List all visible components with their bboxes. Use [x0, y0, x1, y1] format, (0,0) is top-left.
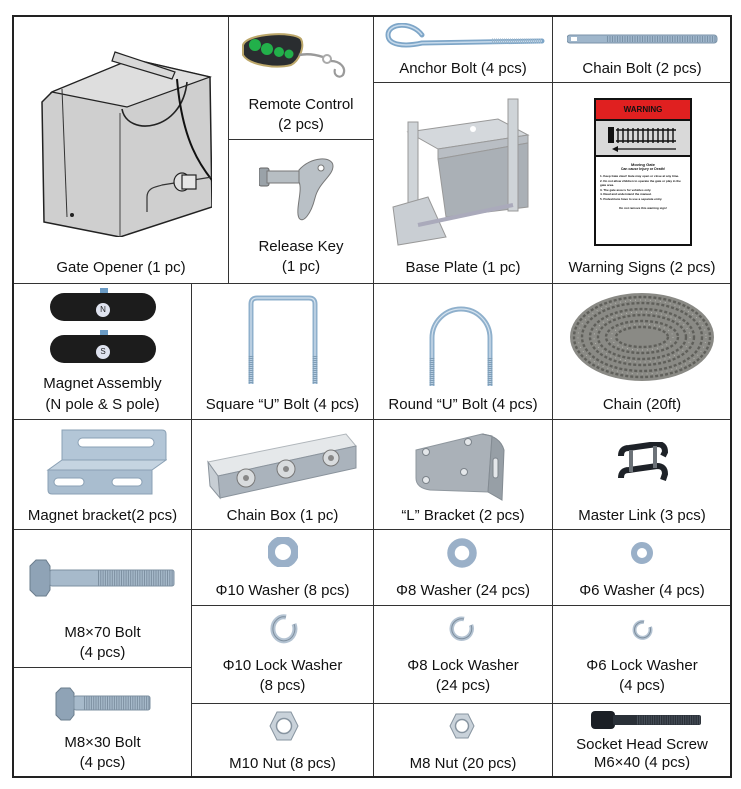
part-label: Square “U” Bolt (4 pcs) — [205, 396, 360, 413]
part-label-line1: Φ6 Lock Washer — [586, 657, 698, 674]
part-label-line1: Φ8 Lock Washer — [407, 657, 519, 674]
washer-icon — [268, 537, 298, 567]
cell-m8x30-bolt — [13, 667, 192, 778]
master-link-icon — [617, 442, 669, 487]
cell-remote-control — [228, 16, 374, 140]
socket-head-screw-icon — [589, 710, 704, 730]
part-label: Round “U” Bolt (4 pcs) — [388, 396, 538, 413]
cell-m8-nut — [373, 703, 553, 778]
south-pole-badge: S — [100, 347, 106, 356]
warning-rule: 5. Pedestrians have to use a separate entry. — [600, 196, 663, 201]
part-label-line1: Socket Head Screw — [576, 736, 708, 753]
cell-phi10-lock-washer — [191, 605, 374, 704]
part-label: “L” Bracket (2 pcs) — [401, 507, 525, 524]
warning-title: Moving Gate — [630, 162, 655, 167]
part-label: Chain Bolt (2 pcs) — [582, 60, 702, 77]
part-label: Warning Signs (2 pcs) — [568, 259, 716, 276]
part-label-line1: M8×30 Bolt — [64, 734, 141, 751]
square-u-bolt-icon — [245, 294, 325, 384]
part-label-line2: (4 pcs) — [79, 644, 126, 661]
gate-opener-icon — [32, 37, 212, 237]
cell-phi6-lock-washer — [552, 605, 732, 704]
part-label: Chain (20ft) — [602, 396, 682, 413]
chain-box-icon — [206, 432, 361, 502]
warning-rule: 1. Keep Gate clear! Gate may open or close at any time. — [600, 174, 680, 178]
part-label-line1: Release Key — [258, 238, 344, 255]
remote-control-icon — [239, 25, 359, 85]
magnet-bracket-icon — [42, 428, 167, 498]
cell-phi8-lock-washer — [373, 605, 553, 704]
gate-pictogram — [596, 121, 690, 157]
cell-base-plate — [373, 82, 553, 284]
cell-chain — [552, 283, 732, 420]
hex-bolt-long-icon — [28, 558, 178, 598]
anchor-bolt-icon — [382, 23, 547, 53]
part-label: Base Plate (1 pc) — [405, 259, 521, 276]
magnet-assembly-icon — [48, 288, 158, 368]
warning-rules — [596, 172, 690, 201]
cell-square-u-bolt — [191, 283, 374, 420]
warning-footer: Do not remove this warning sign! — [619, 206, 667, 210]
cell-socket-head-screw — [552, 703, 732, 778]
warning-header: WARNING — [596, 100, 690, 121]
warning-rule: 3. The gate area is for vehicles only. — [600, 187, 652, 192]
lock-washer-icon — [449, 616, 475, 642]
part-label-line2: (8 pcs) — [259, 677, 306, 694]
cell-magnet-assembly — [13, 283, 192, 420]
warning-sign-icon — [594, 98, 692, 246]
washer-icon — [447, 538, 477, 568]
part-label-line1: Magnet Assembly — [43, 375, 162, 392]
chain-icon — [567, 290, 717, 385]
l-bracket-icon — [412, 430, 522, 505]
cell-chain-box — [191, 419, 374, 530]
part-label: Anchor Bolt (4 pcs) — [399, 60, 527, 77]
hex-bolt-short-icon — [54, 686, 154, 722]
part-label: Φ10 Washer (8 pcs) — [215, 582, 350, 599]
cell-round-u-bolt — [373, 283, 553, 420]
part-label-line1: M8×70 Bolt — [64, 624, 141, 641]
part-label-line2: (2 pcs) — [278, 116, 324, 133]
warning-rule: 4. Read and understand the manual. — [600, 192, 652, 196]
part-label: Magnet bracket(2 pcs) — [27, 507, 178, 524]
part-label: Master Link (3 pcs) — [578, 507, 706, 524]
part-label: Φ6 Washer (4 pcs) — [579, 582, 705, 599]
cell-chain-bolt — [552, 16, 732, 83]
cell-phi8-washer — [373, 529, 553, 606]
lock-washer-icon — [631, 619, 653, 641]
part-label: Φ8 Washer (24 pcs) — [396, 582, 530, 599]
part-label: M8 Nut (20 pcs) — [409, 755, 517, 772]
washer-icon — [630, 541, 654, 565]
cell-magnet-bracket — [13, 419, 192, 530]
cell-phi6-washer — [552, 529, 732, 606]
lock-washer-icon — [270, 614, 298, 644]
part-label: M10 Nut (8 pcs) — [229, 755, 336, 772]
part-label-line1: Φ10 Lock Washer — [222, 657, 343, 674]
north-pole-badge: N — [100, 305, 106, 314]
cell-m8x70-bolt — [13, 529, 192, 668]
cell-phi10-washer — [191, 529, 374, 606]
part-label-line2: (24 pcs) — [435, 677, 491, 694]
part-label-line2: (4 pcs) — [79, 754, 126, 771]
cell-gate-opener — [13, 16, 229, 284]
part-label-line2: M6×40 (4 pcs) — [593, 754, 691, 771]
cell-l-bracket — [373, 419, 553, 530]
warning-subtitle: Can cause Injury or Death! — [620, 167, 666, 171]
cell-m10-nut — [191, 703, 374, 778]
release-key-icon — [259, 158, 339, 228]
cell-release-key — [228, 139, 374, 284]
hex-nut-icon — [448, 712, 476, 740]
cell-anchor-bolt — [373, 16, 553, 83]
warning-rule: 2. Do not allow children to operate the gate or play in the gate area. — [600, 178, 681, 187]
cell-master-link — [552, 419, 732, 530]
part-label: Gate Opener (1 pc) — [56, 259, 186, 276]
part-label: Chain Box (1 pc) — [226, 507, 339, 524]
part-label-line2: (1 pc) — [281, 258, 321, 275]
part-label-line2: (N pole & S pole) — [45, 396, 160, 413]
cell-warning-signs — [552, 82, 732, 284]
part-label-line2: (4 pcs) — [619, 677, 665, 694]
chain-bolt-icon — [567, 31, 722, 47]
round-u-bolt-icon — [426, 298, 506, 388]
part-label-line1: Remote Control — [248, 96, 354, 113]
base-plate-icon — [388, 97, 538, 247]
hex-nut-icon — [268, 710, 300, 742]
